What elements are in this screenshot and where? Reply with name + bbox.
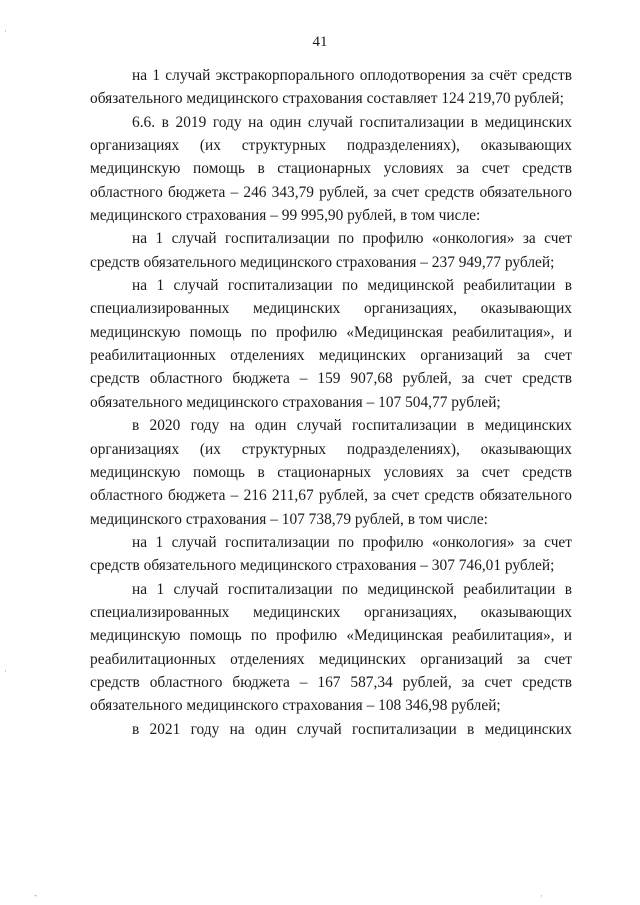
paragraph-2020-hospitalization: в 2020 году на один случай госпитализации в медицинских организациях (их структурных подразделениях), оказывающих медицинскую помощь в стационарных условиях за счет средств областного бюджета – 216 211,67 рублей, за счет средств обязательного медицинского страхования – 107 738,79 рублей, в том числе: [90,417,572,528]
paragraph-2021-hospitalization: в 2021 году на один случай госпитализации в медицинских [132,720,572,738]
scan-mark-top-left: · [4,27,7,37]
paragraph-ivf-cost: на 1 случай экстракорпорального оплодотворения за счёт средств обязательного медицинского страхования составляет 124 219,70 рублей; [90,67,572,108]
paragraph-2019-hospitalization: 6.6. в 2019 году на один случай госпитализации в медицинских организациях (их структурных подразделениях), оказывающих медицинскую помощь в стационарных условиях за счет средств областного бюджета – 246 343,79 рублей, за счет средств обязательного медицинского страхования – 99 995,90 рублей, в том числе: [90,113,572,225]
scan-mark-bottom-right: · [540,892,543,902]
paragraph-2019-oncology: на 1 случай госпитализации по профилю «онкология» за счет средств обязательного медицинского страхования – 237 949,77 рублей; [90,230,572,271]
paragraph-2020-oncology: на 1 случай госпитализации по профилю «онкология» за счет средств обязательного медицинского страхования – 307 746,01 рублей; [90,533,572,575]
scan-mark-middle-left: · [4,667,7,677]
scan-mark-bottom-left: - [34,891,38,901]
document-body [90,64,572,741]
paragraph-2020-rehabilitation: на 1 случай госпитализации по медицинской реабилитации в специализированных медицинских организациях, оказывающих медицинскую помощь по профилю «Медицинская реабилитация», и реабилитационных отделениях медицинских организаций за счет средств областного бюджета – 167 587,34 рублей, за счет средств обязательного медицинского страхования – 108 346,98 рублей; [90,580,572,715]
page-number: 41 [312,34,328,50]
paragraph-2019-rehabilitation: на 1 случай госпитализации по медицинской реабилитации в специализированных медицинских организациях, оказывающих медицинскую помощь по профилю «Медицинская реабилитация», и реабилитационных отделениях медицинских организаций за счет средств областного бюджета – 159 907,68 рублей, за счет средств обязательного медицинского страхования – 107 504,77 рублей; [90,277,572,411]
